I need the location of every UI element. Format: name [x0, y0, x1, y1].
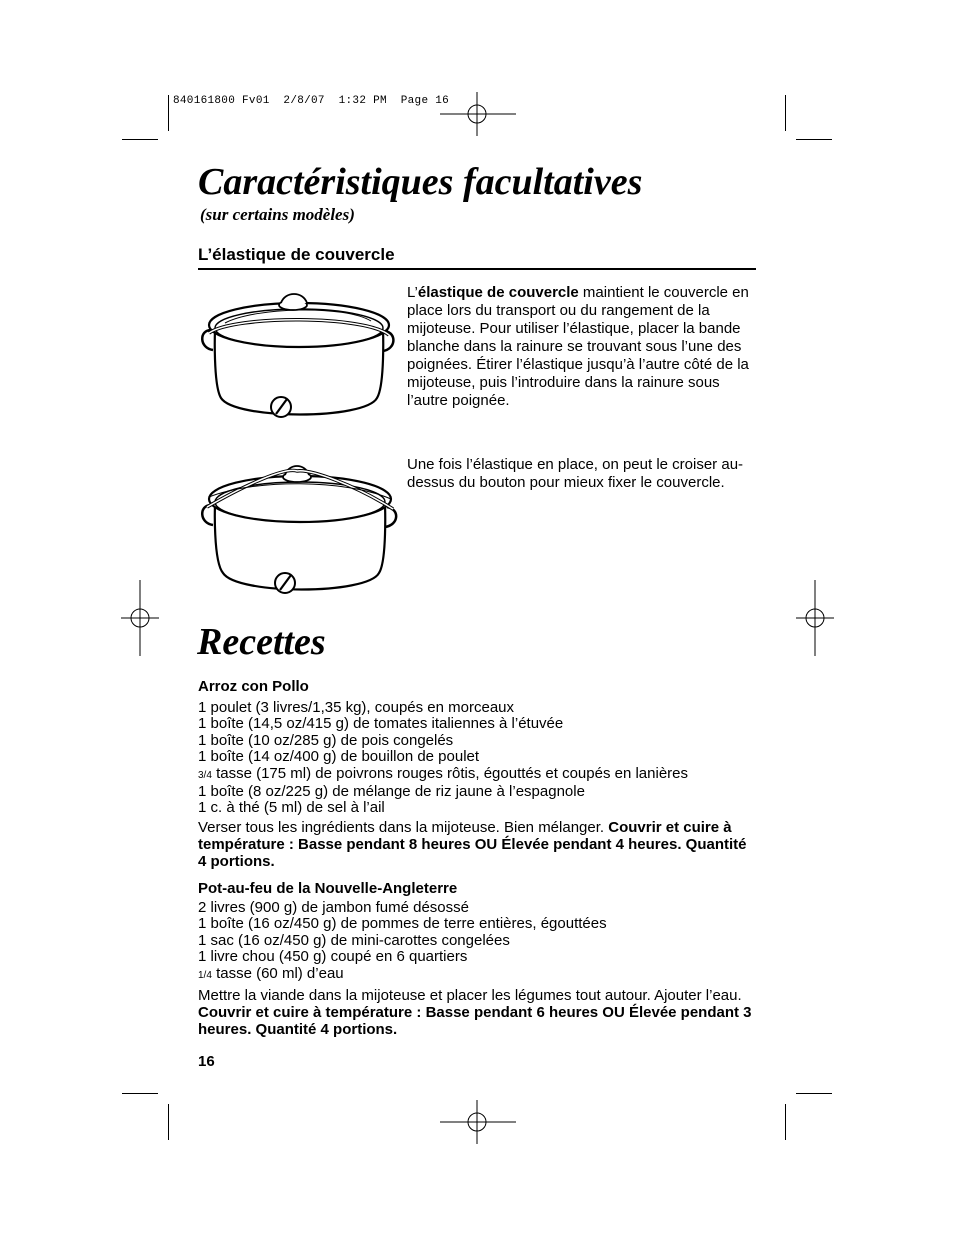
- ingredient-item: 1 boîte (8 oz/225 g) de mélange de riz jaune à l’espagnole: [198, 783, 585, 801]
- recipe-title: Arroz con Pollo: [198, 678, 309, 695]
- ingredient-item: 1 poulet (3 livres/1,35 kg), coupés en morceaux: [198, 699, 515, 716]
- ingredient-item: 3/4 tasse (175 ml) de poivrons rouges rôtis, égouttés et coupés en lanières: [198, 764, 689, 782]
- ingredient-item: 1 c. à thé (5 ml) de sel à l’ail: [198, 799, 385, 817]
- ingredient-list: [198, 900, 758, 984]
- ingredient-item: 1 boîte (14 oz/400 g) de bouillon de poulet: [198, 748, 480, 766]
- ingredient-item: 1 livre chou (450 g) coupé en 6 quartiers: [198, 948, 468, 966]
- registration-mark-left: [121, 580, 159, 656]
- page-title: Caractéristiques facultatives: [198, 161, 643, 203]
- strap-description-term: élastique de couvercle: [417, 284, 579, 301]
- slow-cooker-crossed-strap-illustration: [195, 455, 405, 605]
- strap-description-body: maintient le couvercle en place lors du transport ou du rangement de la mijoteuse. Pour utiliser l’élastique, placer la bande blanche dans la rainure se trouvant sous l’une des poignées. Étirer l’élastique jusqu’à l’autre côté de la mijoteuse, puis l’introduire dans la rainure sous l’autre poignée.: [407, 284, 749, 409]
- ingredient-list: [198, 700, 758, 817]
- ingredient-item: 1 boîte (16 oz/450 g) de pommes de terre entières, égouttées: [198, 915, 607, 933]
- ingredient-item: 1/4 tasse (60 ml) d’eau: [198, 964, 344, 982]
- section-divider: [198, 268, 756, 270]
- ingredient-item: 1 boîte (10 oz/285 g) de pois congelés: [198, 731, 454, 749]
- ingredient-item: 1 sac (16 oz/450 g) de mini-carottes congelées: [198, 931, 510, 949]
- registration-mark-right: [796, 580, 834, 656]
- strap-description: [407, 284, 757, 410]
- page-subtitle: (sur certains modèles): [200, 205, 355, 224]
- print-slug: 840161800 Fv01 2/8/07 1:32 PM Page 16: [173, 95, 450, 107]
- ingredient-item: 2 livres (900 g) de jambon fumé désossé: [198, 899, 469, 916]
- registration-mark-bottom: [440, 1100, 516, 1144]
- recipe-title: Pot-au-feu de la Nouvelle-Angleterre: [198, 880, 458, 897]
- recipe-instructions: Verser tous les ingrédients dans la mijoteuse. Bien mélanger. Couvrir et cuire à température : Basse pendant 8 heures OU Élevée pendant 4 heures. Quantité 4 portions.: [198, 819, 747, 870]
- strap-description-prefix: L’: [407, 284, 418, 301]
- registration-mark-top: [440, 92, 516, 136]
- ingredient-item: 1 boîte (14,5 oz/415 g) de tomates italiennes à l’étuvée: [198, 715, 564, 733]
- recipe-instructions: Mettre la viande dans la mijoteuse et placer les légumes tout autour. Ajouter l’eau. Couvrir et cuire à température : Basse pendant 6 heures OU Élevée pendant 3 heures. Quantité 4 portions.: [198, 987, 752, 1038]
- page-number: 16: [198, 1053, 215, 1070]
- recipes-title: Recettes: [197, 621, 326, 663]
- section-heading: L’élastique de couvercle: [198, 245, 395, 264]
- strap-cross-description: Une fois l’élastique en place, on peut le croiser au-dessus du bouton pour mieux fixer le couvercle.: [407, 456, 744, 491]
- slow-cooker-strap-illustration: [195, 285, 400, 435]
